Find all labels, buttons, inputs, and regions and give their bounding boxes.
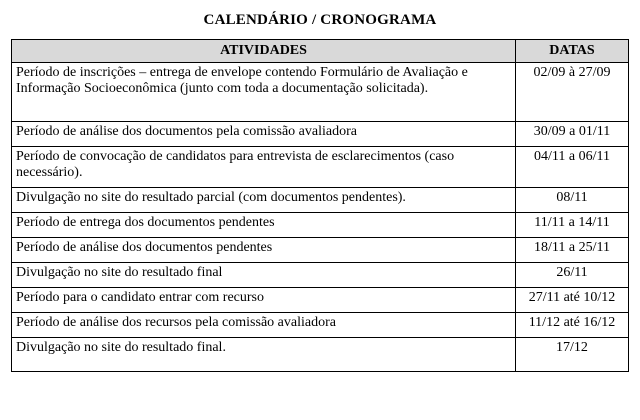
table-row <box>12 147 629 188</box>
activity-cell: Divulgação no site do resultado final <box>12 263 516 288</box>
table-row <box>12 188 629 213</box>
date-cell: 18/11 a 25/11 <box>516 238 629 263</box>
table-header-row <box>12 40 629 63</box>
date-cell: 08/11 <box>516 188 629 213</box>
date-cell: 17/12 <box>516 338 629 372</box>
table-row <box>12 263 629 288</box>
activity-cell: Período de entrega dos documentos pendentes <box>12 213 516 238</box>
date-cell: 26/11 <box>516 263 629 288</box>
activity-cell: Período de análise dos documentos pendentes <box>12 238 516 263</box>
schedule-table <box>11 39 629 372</box>
activity-cell: Divulgação no site do resultado parcial (com documentos pendentes). <box>12 188 516 213</box>
header-activities: ATIVIDADES <box>12 40 516 63</box>
date-cell: 02/09 à 27/09 <box>516 63 629 122</box>
activity-cell: Divulgação no site do resultado final. <box>12 338 516 372</box>
activity-cell: Período de análise dos documentos pela comissão avaliadora <box>12 122 516 147</box>
table-row <box>12 338 629 372</box>
date-cell: 11/12 até 16/12 <box>516 313 629 338</box>
date-cell: 11/11 a 14/11 <box>516 213 629 238</box>
table-row <box>12 313 629 338</box>
activity-cell: Período de análise dos recursos pela comissão avaliadora <box>12 313 516 338</box>
table-row <box>12 122 629 147</box>
table-row <box>12 238 629 263</box>
date-cell: 30/09 a 01/11 <box>516 122 629 147</box>
date-cell: 04/11 a 06/11 <box>516 147 629 188</box>
table-row <box>12 213 629 238</box>
activity-cell: Período de convocação de candidatos para entrevista de esclarecimentos (caso necessário). <box>12 147 516 188</box>
activity-cell: Período para o candidato entrar com recurso <box>12 288 516 313</box>
table-row <box>12 63 629 122</box>
date-cell: 27/11 até 10/12 <box>516 288 629 313</box>
table-row <box>12 288 629 313</box>
activity-cell: Período de inscrições – entrega de envelope contendo Formulário de Avaliação e Informação Socioeconômica (junto com toda a documentação solicitada). <box>12 63 516 122</box>
page-title: CALENDÁRIO / CRONOGRAMA <box>203 12 437 28</box>
header-dates: DATAS <box>516 40 629 63</box>
